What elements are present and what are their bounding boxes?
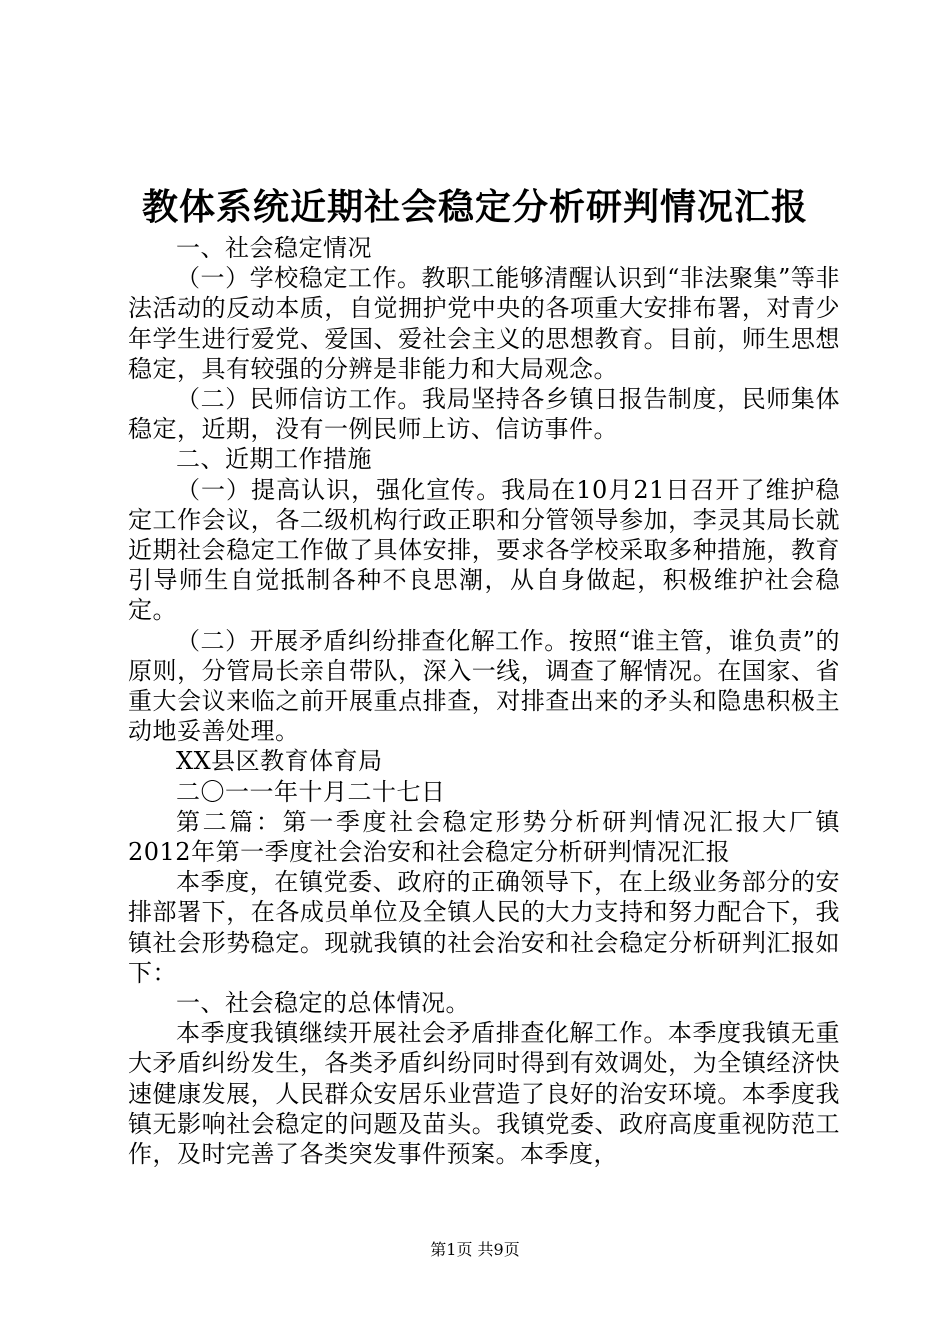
document-body — [128, 233, 840, 1169]
paragraph: （一）学校稳定工作。教职工能够清醒认识到“非法聚集”等非法活动的反动本质，自觉拥护党中央的各项重大安排布署，对青少年学生进行爱党、爱国、爱社会主义的思想教育。目前，师生思想稳定，具有较强的分辨是非能力和大局观念。 — [128, 264, 840, 383]
paragraph: （一）提高认识，强化宣传。我局在10月21日召开了维护稳定工作会议，各二级机构行政正职和分管领导参加，李灵其局长就近期社会稳定工作做了具体安排，要求各学校采取多种措施，教育引导师生自觉抵制各种不良思潮，从自身做起，积极维护社会稳定。 — [128, 475, 840, 625]
section-heading: 二、近期工作措施 — [176, 445, 372, 474]
signature-organization: XX县区教育体育局 — [176, 747, 383, 776]
paragraph: 本季度，在镇党委、政府的正确领导下，在上级业务部分的安排部署下，在各成员单位及全镇人民的大力支持和努力配合下，我镇社会形势稳定。现就我镇的社会治安和社会稳定分析研判汇报如下： — [128, 868, 840, 987]
signature-date: 二〇一一年十月二十七日 — [176, 777, 446, 806]
section-heading: 一、社会稳定的总体情况。 — [176, 989, 470, 1018]
paragraph: 本季度我镇继续开展社会矛盾排查化解工作。本季度我镇无重大矛盾纠纷发生，各类矛盾纠纷同时得到有效调处，为全镇经济快速健康发展，人民群众安居乐业营造了良好的治安环境。本季度我镇无影响社会稳定的问题及苗头。我镇党委、政府高度重视防范工作，及时完善了各类突发事件预案。本季度， — [128, 1019, 840, 1169]
page-footer: 第1页 共9页 — [430, 1240, 520, 1259]
document-title: 教体系统近期社会稳定分析研判情况汇报 — [141, 186, 808, 228]
section-heading: 一、社会稳定情况 — [176, 234, 372, 262]
paragraph: （二）开展矛盾纠纷排查化解工作。按照“谁主管，谁负责”的原则，分管局长亲自带队，深入一线，调查了解情况。在国家、省重大会议来临之前开展重点排查，对排查出来的矛头和隐患积极主动地妥善处理。 — [128, 626, 840, 746]
paragraph: （二）民师信访工作。我局坚持各乡镇日报告制度，民师集体稳定，近期，没有一例民师上访、信访事件。 — [128, 385, 840, 444]
paragraph: 第二篇：第一季度社会稳定形势分析研判情况汇报大厂镇2012年第一季度社会治安和社会稳定分析研判情况汇报 — [128, 807, 840, 867]
